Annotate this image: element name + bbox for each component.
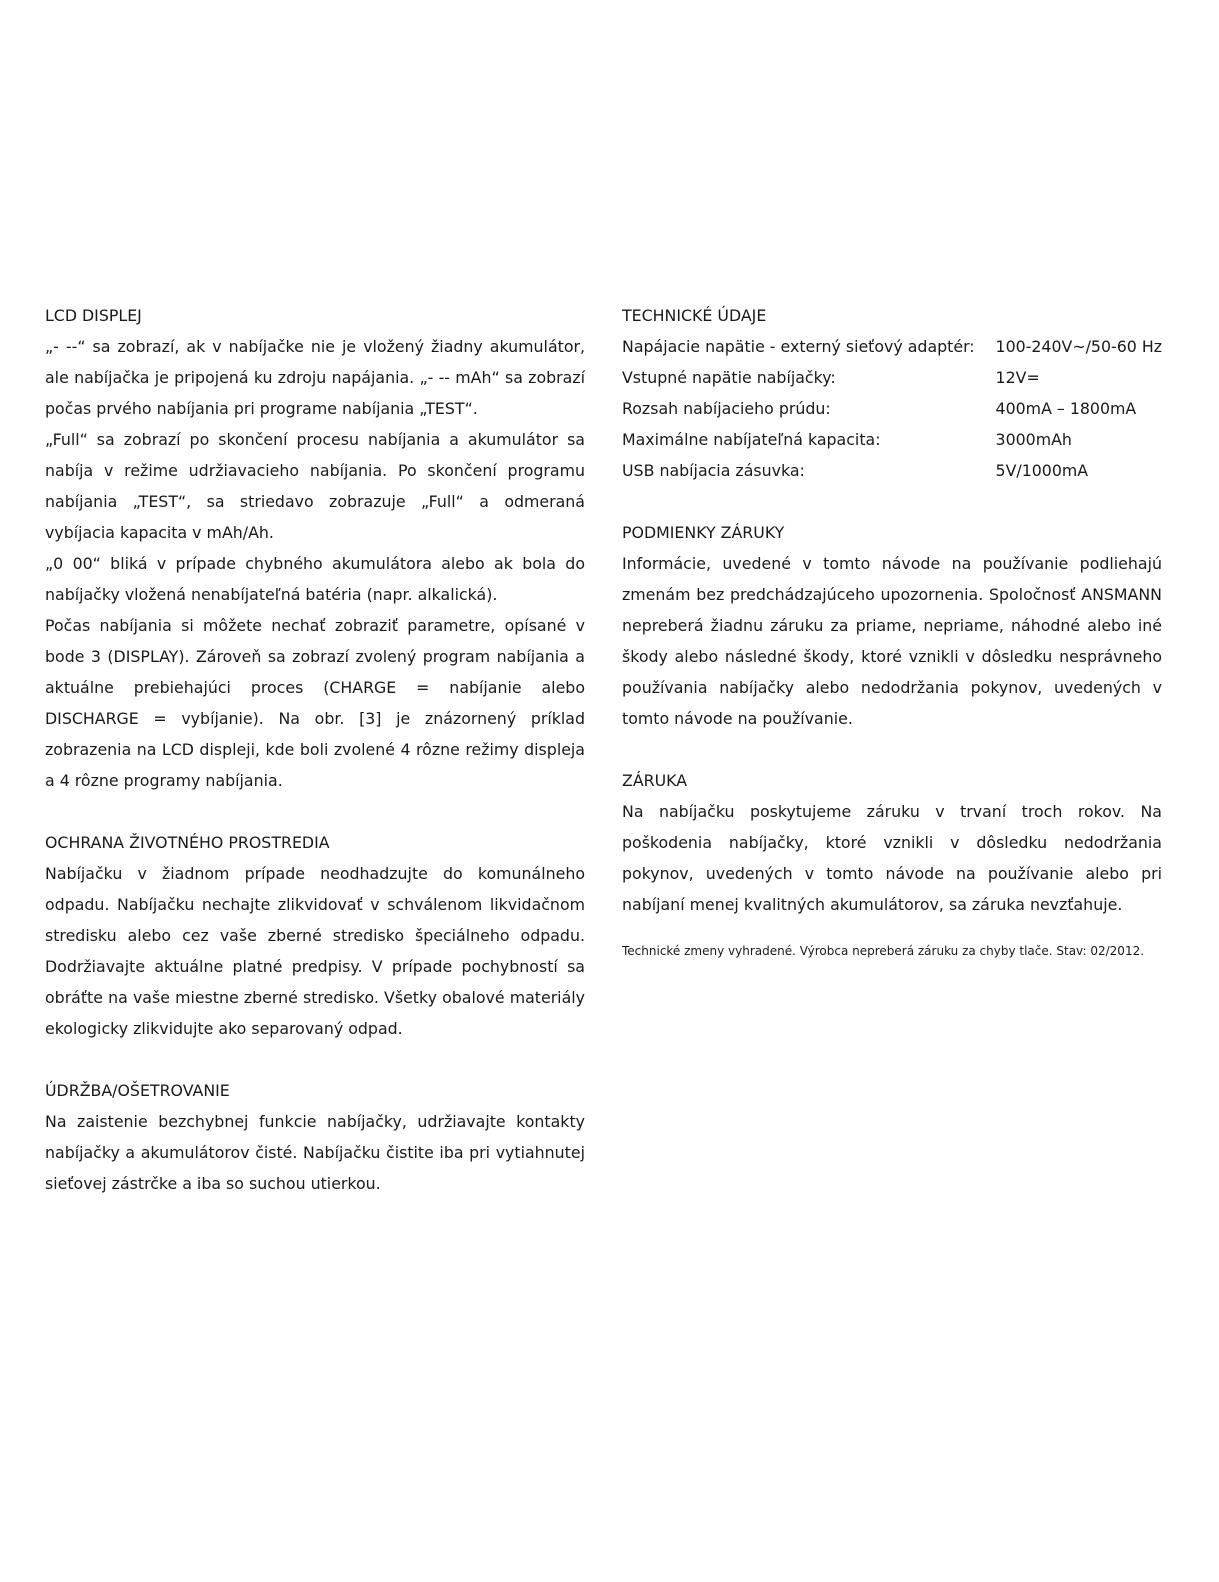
section-lcd-display xyxy=(45,300,585,796)
spec-label: Maximálne nabíjateľná kapacita: xyxy=(622,430,881,449)
spec-row xyxy=(622,455,1162,486)
paragraph: Počas nabíjania si môžete nechať zobraziť parametre, opísané v bode 3 (DISPLAY). Zároveň sa zobrazí zvolený program nabíjania a aktuálne prebiehajúci proces (CHARGE = nabíjanie alebo DISCHARGE = vybíjanie). Na obr. [3] je znázornený príklad zobrazenia na LCD displeji, kde boli zvolené 4 rôzne režimy displeja a 4 rôzne programy nabíjania. xyxy=(45,616,585,790)
section-maintenance xyxy=(45,1075,585,1199)
spec-label: Napájacie napätie - externý sieťový adaptér: xyxy=(622,337,975,356)
section-title: PODMIENKY ZÁRUKY xyxy=(622,523,785,542)
section-title: TECHNICKÉ ÚDAJE xyxy=(622,306,767,325)
section-title: ZÁRUKA xyxy=(622,771,688,790)
paragraph: „0 00“ bliká v prípade chybného akumulátora alebo ak bola do nabíjačky vložená nenabíjateľná batéria (napr. alkalická). xyxy=(45,554,585,604)
paragraph: Informácie, uvedené v tomto návode na používanie podliehajú zmenám bez predchádzajúceho upozornenia. Spoločnosť ANSMANN nepreberá žiadnu záruku za priame, nepriame, náhodné alebo iné škody alebo následné škody, ktoré vznikli v dôsledku nesprávneho používania nabíjačky alebo nedodržania pokynov, uvedených v tomto návode na používanie. xyxy=(622,554,1162,728)
spec-table xyxy=(622,331,1162,486)
section-technical-data xyxy=(622,300,1162,486)
section-environment xyxy=(45,827,585,1044)
spec-value: 12V= xyxy=(995,368,1040,387)
footnote: Technické zmeny vyhradené. Výrobca nepreberá záruku za chyby tlače. Stav: 02/2012. xyxy=(622,944,1145,958)
paragraph: Na nabíjačku poskytujeme záruku v trvaní troch rokov. Na poškodenia nabíjačky, ktoré vznikli v dôsledku nedodržania pokynov, uvedených v tomto návode na používanie alebo pri nabíjaní menej kvalitných akumulátorov, sa záruka nevzťahuje. xyxy=(622,802,1162,914)
paragraph: „- --“ sa zobrazí, ak v nabíjačke nie je vložený žiadny akumulátor, ale nabíjačka je pripojená ku zdroju napájania. „- -- mAh“ sa zobrazí počas prvého nabíjania pri programe nabíjania „TEST“. xyxy=(45,337,585,418)
spec-value: 5V/1000mA xyxy=(995,461,1089,480)
spec-row xyxy=(622,424,1162,455)
section-warranty xyxy=(622,765,1162,920)
spec-value: 3000mAh xyxy=(995,430,1072,449)
section-title: OCHRANA ŽIVOTNÉHO PROSTREDIA xyxy=(45,833,330,852)
section-title: ÚDRŽBA/OŠETROVANIE xyxy=(45,1081,230,1100)
section-warranty-conditions xyxy=(622,517,1162,734)
right-column xyxy=(622,300,1162,960)
spec-label: Vstupné napätie nabíjačky: xyxy=(622,368,836,387)
section-title: LCD DISPLEJ xyxy=(45,306,142,325)
spec-value: 400mA – 1800mA xyxy=(995,399,1137,418)
paragraph: Nabíjačku v žiadnom prípade neodhadzujte do komunálneho odpadu. Nabíjačku nechajte zlikvidovať v schválenom likvidačnom stredisku alebo cez vaše zberné stredisko špeciálneho odpadu. Dodržiavajte aktuálne platné predpisy. V prípade pochybností sa obráťte na vaše miestne zberné stredisko. Všetky obalové materiály ekologicky zlikvidujte ako separovaný odpad. xyxy=(45,864,585,1038)
spec-label: Rozsah nabíjacieho prúdu: xyxy=(622,399,831,418)
spec-row xyxy=(622,331,1162,362)
spec-value: 100-240V~/50-60 Hz xyxy=(995,337,1162,356)
left-column xyxy=(45,300,585,1230)
spec-row xyxy=(622,393,1162,424)
spec-row xyxy=(622,362,1162,393)
spec-label: USB nabíjacia zásuvka: xyxy=(622,461,805,480)
paragraph: „Full“ sa zobrazí po skončení procesu nabíjania a akumulátor sa nabíja v režime udržiavacieho nabíjania. Po skončení programu nabíjania „TEST“, sa striedavo zobrazuje „Full“ a odmeraná vybíjacia kapacita v mAh/Ah. xyxy=(45,430,585,542)
paragraph: Na zaistenie bezchybnej funkcie nabíjačky, udržiavajte kontakty nabíjačky a akumulátorov čisté. Nabíjačku čistite iba pri vytiahnutej sieťovej zástrčke a iba so suchou utierkou. xyxy=(45,1112,585,1193)
